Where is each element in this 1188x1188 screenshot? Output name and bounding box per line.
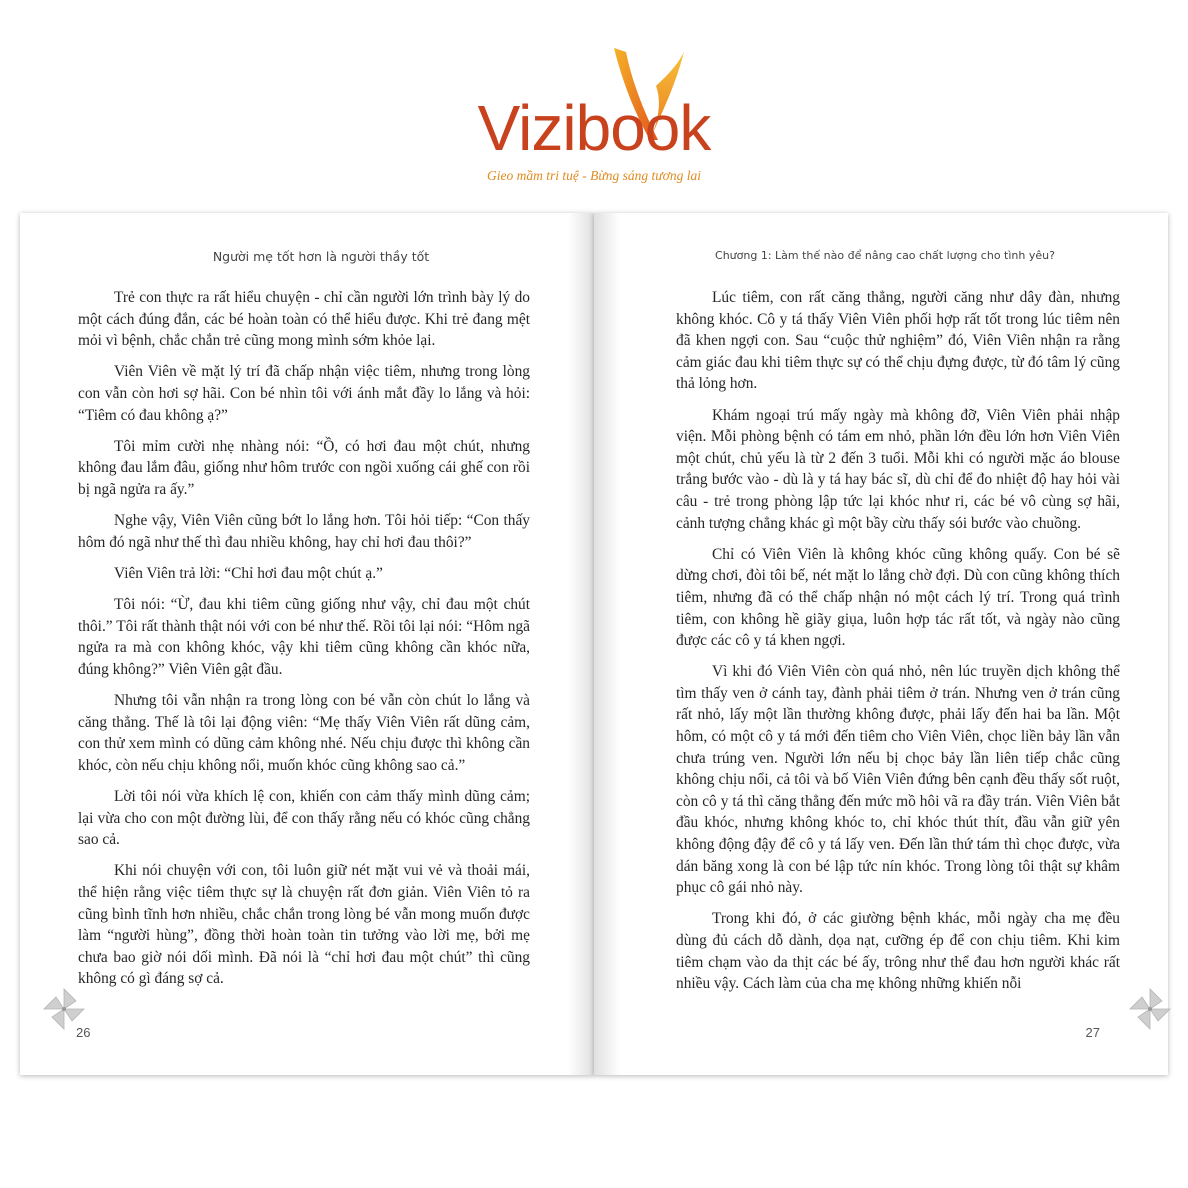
- paragraph: Khám ngoại trú mấy ngày mà không đỡ, Viên Viên phải nhập viện. Mỗi phòng bệnh có tám em nhỏ, phần lớn đều lớn hơn Viên Viên một chút, chủ yếu là từ 2 đến 3 tuổi. Mỗi khi có người mặc áo blouse trắng bước vào - dù là y tá hay bác sĩ, dù chỉ để đo nhiệt độ hay hỏi vài câu - trẻ trong phòng lập tức lại khóc như ri, các bé vô cùng sợ hãi, cảnh tượng chẳng khác gì một bầy cừu thấy sói bước vào chuồng.: [676, 406, 1120, 532]
- book-spread: [20, 213, 1168, 1075]
- brand-name: Vizibook: [477, 92, 711, 164]
- paragraph: Lúc tiêm, con rất căng thẳng, người căng như dây đàn, nhưng không khóc. Cô y tá thấy Viên Viên phối hợp rất tốt trong lúc tiêm nên đã khen ngợi con. Sau “cuộc thử nghiệm” đó, Viên Viên nhận ra rằng cảm giác đau khi tiêm thực sự có thể chịu đựng được, từ đó tâm lý cũng thả lỏng hơn.: [676, 289, 1120, 393]
- page-body: [676, 287, 1120, 1004]
- paragraph: Nghe vậy, Viên Viên cũng bớt lo lắng hơn. Tôi hỏi tiếp: “Con thấy hôm đó ngã như thế thì đau nhiều không, hay chỉ hơi đau thôi?”: [78, 512, 530, 551]
- gutter-shadow: [594, 213, 620, 1075]
- paragraph: Trong khi đó, ở các giường bệnh khác, mỗi ngày cha mẹ đều dùng đủ cách dỗ dành, dọa nạt, cưỡng ép để con chịu tiêm. Khi kim tiêm chạm vào da thịt các bé ấy, trông như thể đau hơn người khác rất nhiều vậy. Cách làm của cha mẹ không những khiến nỗi: [676, 910, 1120, 993]
- page-number: 26: [76, 1025, 91, 1040]
- running-head: Chương 1: Làm thế nào để nâng cao chất lượng cho tình yêu?: [715, 249, 1055, 262]
- left-page: [20, 213, 594, 1075]
- brand-header: [0, 0, 1188, 212]
- paragraph: Tôi nói: “Ừ, đau khi tiêm cũng giống như vậy, chỉ đau một chút thôi.” Tôi rất thành thật nói với con bé như thế. Rồi tôi lại nói: “Hôm ngã ngửa ra mà con không khóc, vậy khi tiêm cũng không cần khóc nữa, đúng không?” Viên Viên gật đầu.: [78, 596, 530, 678]
- paragraph: Viên Viên về mặt lý trí đã chấp nhận việc tiêm, nhưng trong lòng con vẫn còn hơi sợ hãi. Con bé nhìn tôi với ánh mắt đầy lo lắng và hỏi: “Tiêm có đau không ạ?”: [78, 363, 530, 424]
- running-head: Người mẹ tốt hơn là người thầy tốt: [212, 249, 430, 264]
- paragraph: Trẻ con thực ra rất hiểu chuyện - chỉ cần người lớn trình bày lý do một cách đúng đắn, các bé hoàn toàn có thể hiểu được. Khi trẻ đang mệt mỏi vì bệnh, chắc chắn trẻ cũng mong mình sớm khỏe lại.: [78, 289, 530, 350]
- paragraph: Chỉ có Viên Viên là không khóc cũng không quấy. Con bé sẽ dừng chơi, đòi tôi bế, nét mặt lo lắng chờ đợi. Dù con cũng không thích tiêm, nhưng đã có thể chấp nhận nó một cách lý trí. Trong quá trình tiêm, con không hề giãy giụa, luôn hợp tác rất tốt, và ngày nào cũng được các cô y tá khen ngợi.: [676, 545, 1120, 650]
- paragraph: Tôi mỉm cười nhẹ nhàng nói: “Ồ, có hơi đau một chút, nhưng không đau lắm đâu, giống như hôm trước con ngồi xuống cái ghế con rồi bị ngã ngửa ra ấy.”: [78, 437, 530, 498]
- paragraph: Khi nói chuyện với con, tôi luôn giữ nét mặt vui vẻ và thoải mái, thể hiện rằng việc tiêm thực sự là chuyện rất đơn giản. Viên Viên tỏ ra cũng bình tĩnh hơn nhiều, chắc chắn trong lòng bé vẫn mong muốn được làm “người hùng”, đồng thời hoàn toàn tin tưởng vào lời mẹ, bởi mẹ chưa bao giờ nói dối mình. Đã nói là “chỉ hơi đau một chút” thì cũng không có gì đáng sợ cả.: [78, 862, 530, 988]
- pinwheel-icon: [1126, 985, 1174, 1033]
- gutter-shadow: [568, 213, 594, 1075]
- page-body: [78, 287, 530, 1000]
- brand-tagline: Gieo mầm tri tuệ - Bừng sáng tương lai: [487, 168, 701, 183]
- paragraph: Viên Viên trả lời: “Chỉ hơi đau một chút ạ.”: [114, 564, 383, 582]
- paragraph: Lời tôi nói vừa khích lệ con, khiến con cảm thấy mình dũng cảm; lại vừa cho con một đường lùi, để con thấy rằng nếu có khóc cũng chẳng sao cả.: [78, 788, 530, 849]
- paragraph: Nhưng tôi vẫn nhận ra trong lòng con bé vẫn còn chút lo lắng và căng thẳng. Thế là tôi lại động viên: “Mẹ thấy Viên Viên rất dũng cảm, con thử xem mình có dũng cảm không nhé. Nếu chịu được thì không cần khóc, còn nếu chịu không nổi, muốn khóc cũng không sao cả.”: [78, 692, 530, 774]
- page-number: 27: [1085, 1025, 1100, 1040]
- paragraph: Vì khi đó Viên Viên còn quá nhỏ, nên lúc truyền dịch không thể tìm thấy ven ở cánh tay, đành phải tiêm ở trán. Nhưng ven ở trán cũng rất nhỏ, lấy một lần thường không được, phải lấy đến hai ba lần. Một hôm, có một cô y tá mới đến tiêm cho Viên Viên, chọc liền bảy lần vẫn chưa trúng ven. Người lớn nếu bị chọc bảy lần liên tiếp chắc cũng không chịu nổi, cả tôi và bố Viên Viên đứng bên cạnh đều thấy sốt ruột, còn cô y tá thì căng thẳng đến mức mồ hôi vã ra đầy trán. Viên Viên bắt đầu khóc, nhưng không khóc to, chỉ khóc thút thít, đầu vẫn giữ yên không động đậy để cô y tá lấy ven. Đến lần thứ tám thì chọc được, vừa dán băng xong là con bé lập tức nín khóc. Trong lòng tôi thật sự khâm phục cô gái nhỏ này.: [676, 663, 1120, 897]
- right-page: [594, 213, 1168, 1075]
